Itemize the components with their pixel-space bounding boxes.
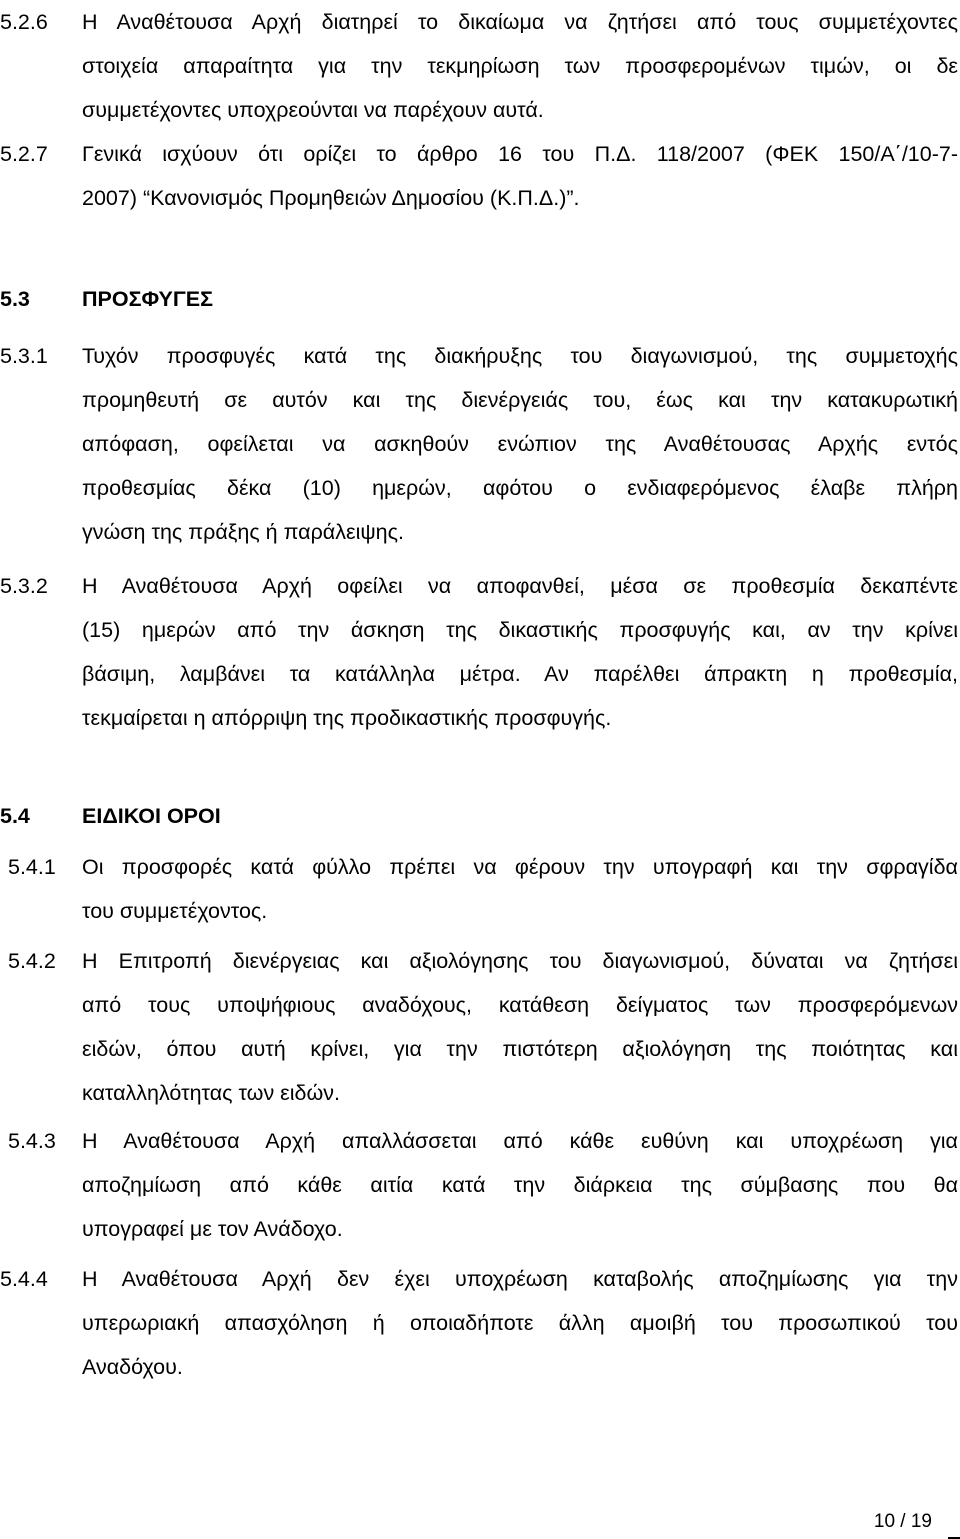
text-line: 2007) “Κανονισμός Προμηθειών Δημοσίου (Κ.Π.Δ.)”. (82, 186, 580, 210)
text-line: Η Αναθέτουσα Αρχή διατηρεί το δικαίωμα να ζητήσει από τους συμμετέχοντες (82, 10, 958, 34)
item-text (82, 1119, 958, 1251)
section-number: 5.3 (0, 287, 30, 311)
text-line: ειδών, όπου αυτή κρίνει, για την πιστότερη αξιολόγηση της ποιότητας και (82, 1037, 958, 1061)
text-line: προθεσμίας δέκα (10) ημερών, αφότου ο ενδιαφερόμενος έλαβε πλήρη (82, 476, 958, 500)
item-5-2-6 (0, 0, 960, 132)
text-line: Η Αναθέτουσα Αρχή δεν έχει υποχρέωση καταβολής αποζημίωσης για την (82, 1267, 958, 1291)
text-line: καταλληλότητας των ειδών. (82, 1081, 341, 1105)
item-5-4-3 (8, 1119, 960, 1251)
item-number: 5.2.7 (0, 142, 48, 166)
text-line: Οι προσφορές κατά φύλλο πρέπει να φέρουν την υπογραφή και την σφραγίδα (82, 855, 958, 879)
text-line: υπερωριακή απασχόληση ή οποιαδήποτε άλλη αμοιβή του προσωπικού του (82, 1311, 958, 1335)
item-text (82, 564, 958, 740)
item-number: 5.4.2 (8, 949, 56, 973)
text-line: Η Αναθέτουσα Αρχή απαλλάσσεται από κάθε ευθύνη και υποχρέωση για (82, 1129, 958, 1153)
text-line: υπογραφεί με τον Ανάδοχο. (82, 1217, 343, 1241)
text-line: προμηθευτή σε αυτόν και της διενέργειάς του, έως και την κατακυρωτική (82, 388, 958, 412)
section-number: 5.4 (0, 804, 30, 828)
item-5-4-1 (8, 845, 960, 933)
item-text (82, 939, 958, 1115)
section-heading-5-3 (0, 277, 214, 321)
text-line: Η Επιτροπή διενέργειας και αξιολόγησης του διαγωνισμού, δύναται να ζητήσει (82, 949, 958, 973)
text-line: στοιχεία απαραίτητα για την τεκμηρίωση των προσφερομένων τιμών, οι δε (82, 54, 958, 78)
item-5-4-2 (8, 939, 960, 1115)
item-5-2-7 (0, 132, 960, 220)
text-line: γνώση της πράξης ή παράλειψης. (82, 520, 404, 544)
text-line: Τυχόν προσφυγές κατά της διακήρυξης του διαγωνισμού, της συμμετοχής (82, 344, 958, 368)
text-line: συμμετέχοντες υποχρεούνται να παρέχουν αυτά. (82, 98, 544, 122)
item-text (82, 845, 958, 933)
item-number: 5.4.3 (8, 1129, 56, 1153)
text-line: Αναδόχου. (82, 1355, 183, 1379)
text-line: βάσιμη, λαμβάνει τα κατάλληλα μέτρα. Αν παρέλθει άπρακτη η προθεσμία, (82, 662, 958, 686)
section-title: ΠΡΟΣΦΥΓΕΣ (82, 287, 214, 311)
text-line: Η Αναθέτουσα Αρχή οφείλει να αποφανθεί, μέσα σε προθεσμία δεκαπέντε (82, 574, 958, 598)
text-line: (15) ημερών από την άσκηση της δικαστικής προσφυγής και, αν την κρίνει (82, 618, 958, 642)
item-text (82, 132, 958, 220)
item-text (82, 0, 958, 132)
item-text (82, 334, 958, 554)
text-line: απόφαση, οφείλεται να ασκηθούν ενώπιον της Αναθέτουσας Αρχής εντός (82, 432, 958, 456)
item-5-3-2 (0, 564, 960, 740)
item-number: 5.3.2 (0, 574, 48, 598)
item-number: 5.4.1 (8, 855, 56, 879)
text-line: αποζημίωση από κάθε αιτία κατά την διάρκεια της σύμβασης που θα (82, 1173, 958, 1197)
text-line: Γενικά ισχύουν ότι ορίζει το άρθρο 16 του Π.Δ. 118/2007 (ΦΕΚ 150/Α΄/10-7- (82, 142, 958, 166)
text-line: τεκμαίρεται η απόρριψη της προδικαστικής προσφυγής. (82, 706, 612, 730)
item-text (82, 1257, 958, 1389)
text-line: του συμμετέχοντος. (82, 899, 268, 923)
item-5-3-1 (0, 334, 960, 554)
item-number: 5.3.1 (0, 344, 48, 368)
section-title: ΕΙΔΙΚΟΙ ΟΡΟΙ (82, 804, 221, 828)
item-5-4-4 (0, 1257, 960, 1389)
item-number: 5.2.6 (0, 10, 48, 34)
item-number: 5.4.4 (0, 1267, 48, 1291)
section-heading-5-4 (0, 794, 221, 838)
page-number: 10 / 19 (873, 1511, 932, 1532)
text-line: από τους υποψήφιους αναδόχους, κατάθεση δείγματος των προσφερόμενων (82, 993, 958, 1017)
